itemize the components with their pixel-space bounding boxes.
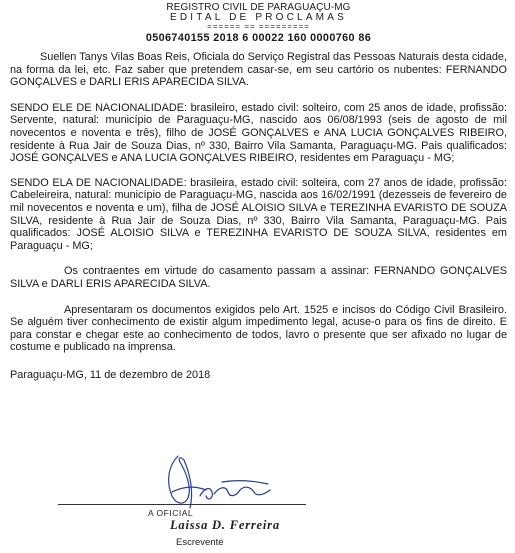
stamp-name: Laissa D. Ferreira <box>170 518 280 532</box>
signer-title: A OFICIAL <box>148 508 194 518</box>
edital-title: EDITAL DE PROCLAMAS <box>170 12 347 23</box>
registry-title: REGISTRO CIVIL DE PARAGUAÇU-MG <box>166 2 351 13</box>
place-date: Paraguaçu-MG, 11 de dezembro de 2018 <box>10 368 211 381</box>
document-header <box>10 0 507 45</box>
bride-paragraph: SENDO ELA DE NACIONALIDADE: brasileira, estado civil: solteira, com 27 anos de idade, profissão: Cabeleireira, natural: município de Paraguaçu-MG, nascida aos 16/02/1991 (dezesseis de fevereiro de mil novecentos e noventa e um), filha de JOSÉ ALOISIO SILVA e TEREZINHA EVARISTO DE SOUZA SILVA, residente à Rua Jair de Souza Dias, nº 330, Bairro Vila Samanta, Paraguaçu-MG. Pais qualificados: JOSÉ ALOISIO SILVA e TEREZINHA EVARISTO DE SOUZA SILVA, residentes em Paraguaçu - MG; <box>10 176 507 252</box>
groom-paragraph: SENDO ELE DE NACIONALIDADE: brasileiro, estado civil: solteiro, com 25 anos de idade, profissão: Servente, natural: município de Paraguaçu-MG, nascido aos 06/08/1993 (seis de agosto de mil novecentos e noventa e três), filho de JOSÉ GONÇALVES e ANA LUCIA GONÇALVES RIBEIRO, residente à Rua Jair de Souza Dias, nº 330, Bairro Vila Samanta, Paraguaçu-MG. Pais qualificados: JOSÉ GONÇALVES e ANA LUCIA GONÇALVES RIBEIRO, residentes em Paraguaçu - MG; <box>10 101 507 165</box>
intro-paragraph: Suellen Tanys Vilas Boas Reis, Oficiala do Serviço Registral das Pessoas Naturais desta cidade, na forma da lei, etc. Faz saber que pretendem casar-se, em seu cartório os nubentes: FERNANDO GONÇALVES e DARLI ERIS APARECIDA SILVA. <box>10 51 507 89</box>
documents-paragraph: Apresentaram os documentos exigidos pelo Art. 1525 e incisos do Código Civil Brasileiro. Se alguém tiver conhecimento de existir algum impedimento legal, acuse-o para os fins de direito. E para constar e chegar este ao conhecimento de todos, lavro o presente que ser afixado no lugar de costume e publicado na imprensa. <box>10 303 507 354</box>
contractors-paragraph: Os contraentes em virtude do casamento passam a assinar: FERNANDO GONÇALVES SILVA e DARLI ERIS APARECIDA SILVA. <box>10 265 507 290</box>
registration-code: 0506740155 2018 6 00022 160 0000760 86 <box>145 32 372 44</box>
signature-line <box>58 504 306 505</box>
stamp-role: Escrevente <box>176 537 224 548</box>
signature-block <box>0 452 515 553</box>
title-underline: ====== == ========= <box>207 22 310 31</box>
